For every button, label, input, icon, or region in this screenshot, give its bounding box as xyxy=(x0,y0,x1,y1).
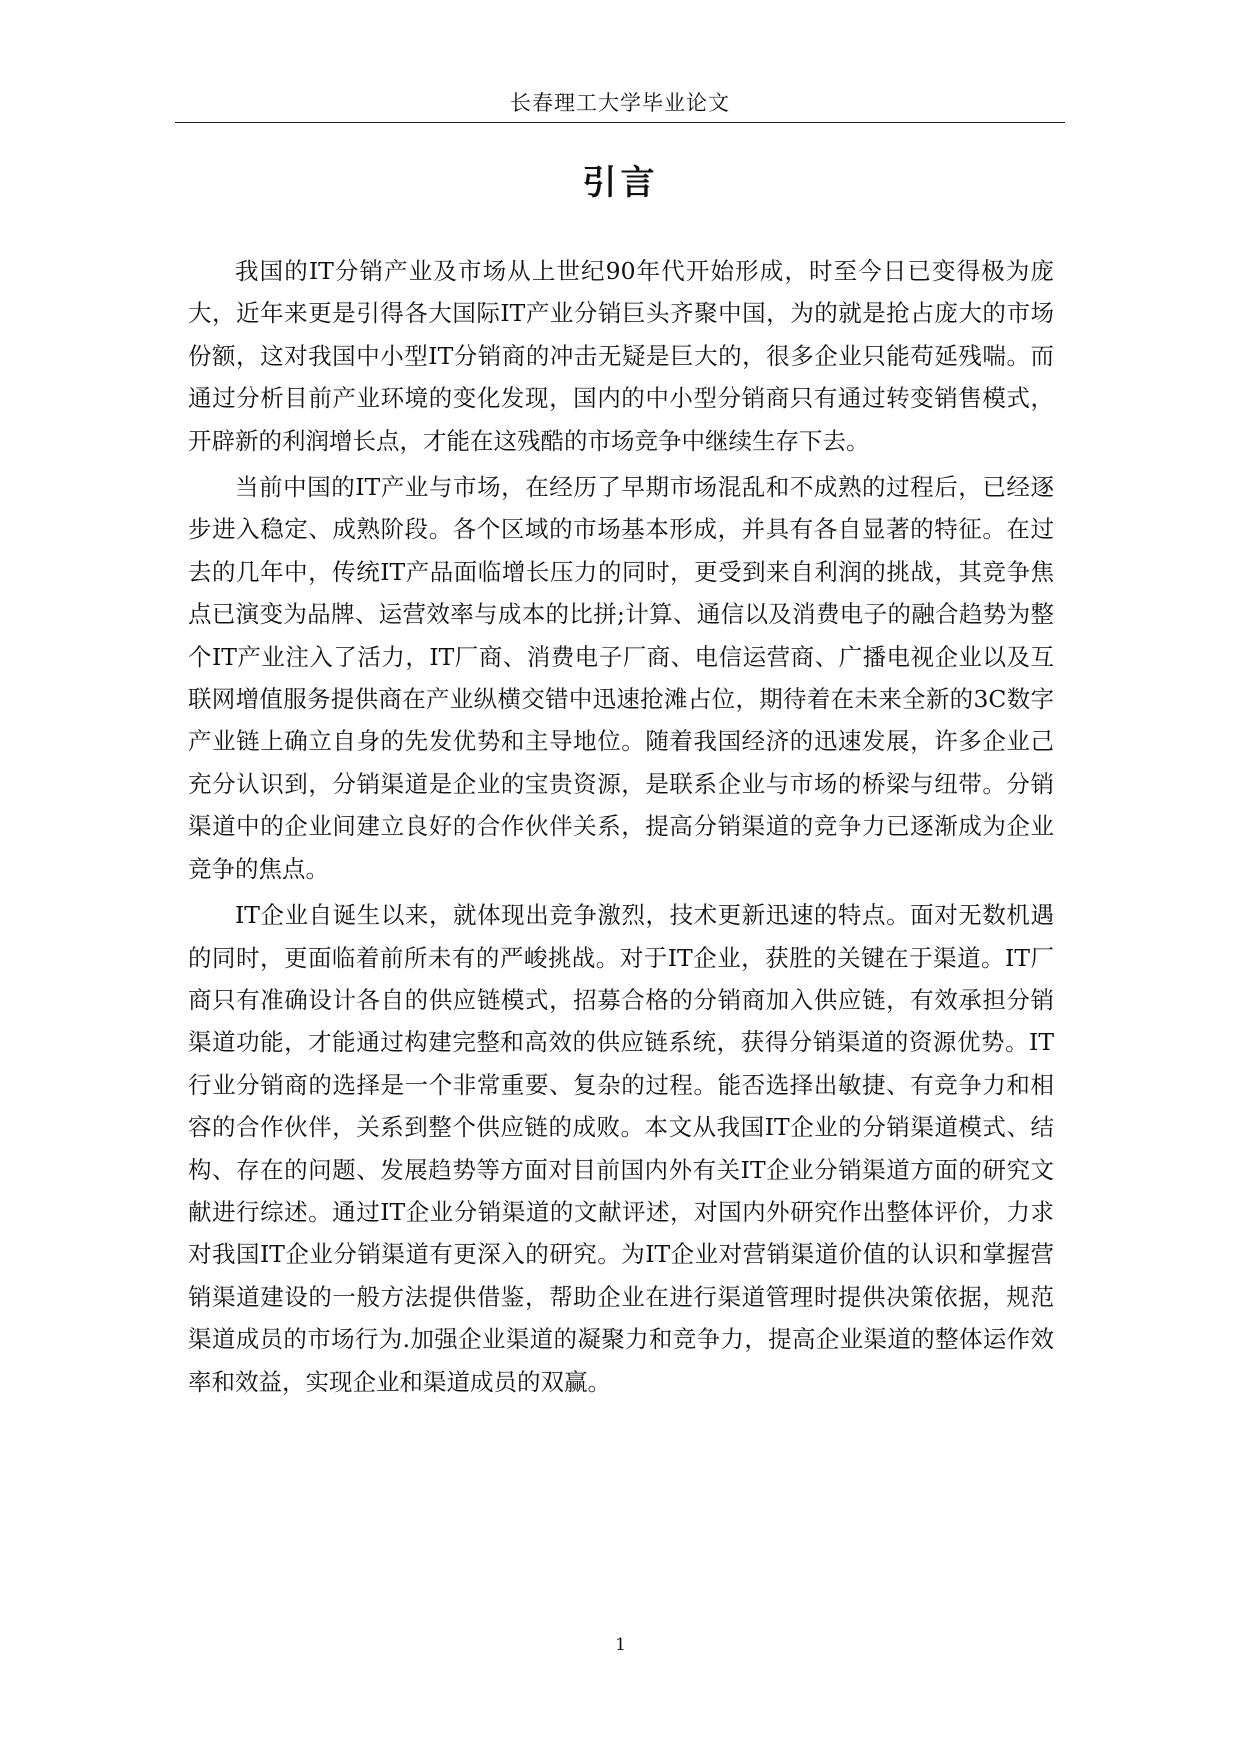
paragraph: 当前中国的IT产业与市场，在经历了早期市场混乱和不成熟的过程后，已经逐步进入稳定、成熟阶段。各个区域的市场基本形成，并具有各自显著的特征。在过去的几年中，传统IT产品面临增长压力的同时，更受到来自利润的挑战，其竞争焦点已演变为品牌、运营效率与成本的比拼;计算、通信以及消费电子的融合趋势为整个IT产业注入了活力，IT厂商、消费电子厂商、电信运营商、广播电视企业以及互联网增值服务提供商在产业纵横交错中迅速抢滩占位，期待着在未来全新的3C数字产业链上确立自身的先发优势和主导地位。随着我国经济的迅速发展，许多企业己充分认识到，分销渠道是企业的宝贵资源，是联系企业与市场的桥梁与纽带。分销渠道中的企业间建立良好的合作伙伴关系，提高分销渠道的竞争力已逐渐成为企业竞争的焦点。 xyxy=(188,473,1054,883)
paragraph: IT企业自诞生以来，就体现出竞争激烈，技术更新迅速的特点。面对无数机遇的同时，更面临着前所未有的严峻挑战。对于IT企业，获胜的关键在于渠道。IT厂商只有准确设计各自的供应链模式，招募合格的分销商加入供应链，有效承担分销渠道功能，才能通过构建完整和高效的供应链系统，获得分销渠道的资源优势。IT行业分销商的选择是一个非常重要、复杂的过程。能否选择出敏捷、有竞争力和相容的合作伙伴，关系到整个供应链的成败。本文从我国IT企业的分销渠道模式、结构、存在的问题、发展趋势等方面对目前国内外有关IT企业分销渠道方面的研究文献进行综述。通过IT企业分销渠道的文献评述，对国内外研究作出整体评价，力求对我国IT企业分销渠道有更深入的研究。为IT企业对营销渠道价值的认识和掌握营销渠道建设的一般方法提供借鉴，帮助企业在进行渠道管理时提供决策依据，规范渠道成员的市场行为.加强企业渠道的凝聚力和竞争力，提高企业渠道的整体运作效率和效益，实现企业和渠道成员的双赢。 xyxy=(188,901,1054,1396)
paragraph: 我国的IT分销产业及市场从上世纪90年代开始形成，时至今日已变得极为庞大，近年来更是引得各大国际IT产业分销巨头齐聚中国，为的就是抢占庞大的市场份额，这对我国中小型IT分销商的冲击无疑是巨大的，很多企业只能苟延残喘。而通过分析目前产业环境的变化发现，国内的中小型分销商只有通过转变销售模式，开辟新的利润增长点，才能在这残酷的市场竞争中继续生存下去。 xyxy=(188,257,1054,455)
page-number: 1 xyxy=(615,1635,626,1655)
header-text: 长春理工大学毕业论文 xyxy=(510,91,730,115)
page-header xyxy=(175,88,1065,123)
body-text xyxy=(188,250,1054,1407)
section-title: 引言 xyxy=(582,163,659,203)
